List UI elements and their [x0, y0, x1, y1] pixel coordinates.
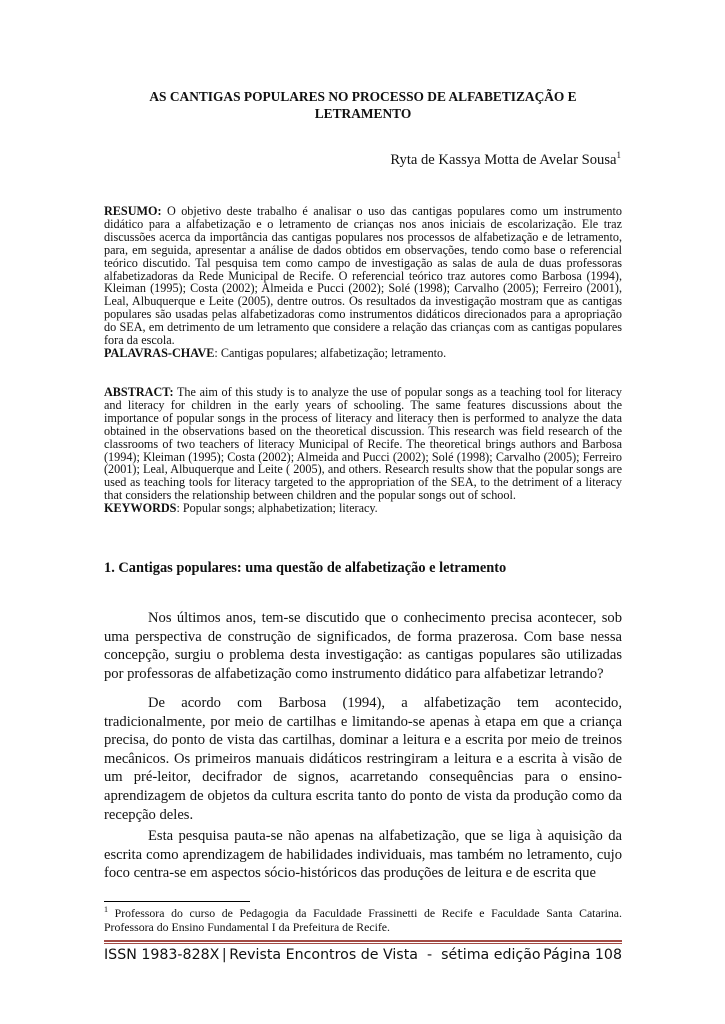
- palavras-chave: [104, 347, 622, 360]
- author-footnote-mark: 1: [616, 150, 621, 161]
- footer-page-number: Página 108: [543, 947, 622, 963]
- section-heading: 1. Cantigas populares: uma questão de alfabetização e letramento: [104, 560, 507, 576]
- abstract-text: The aim of this study is to analyze the use of popular songs as a teaching tool for literacy and literacy for children in the early years of schooling. The same features discussions about the importance of popular songs in the process of literacy and literacy then is performed to analyze the data obtained in the observations based on the theoretical discussion. This research was field research of the classrooms of two teachers of literacy Municipal of Recife. The theoretical brings authors and Barbosa (1994); Kleiman (1995); Costa (2002); Almeida and Pucci (2002); Solé (1998); Carvalho (2005); Ferreiro (2001); Leal, Albuquerque and Leite ( 2005), and others. Research results show that the popular songs are used as teaching tools for literacy targeted to the appropriation of the SEA, to the detriment of a literacy that considers the relationship between children and the popular songs out of school.: [104, 385, 622, 503]
- abstract-block: [104, 386, 622, 515]
- body-paragraph-1: Nos últimos anos, tem-se discutido que o conhecimento precisa acontecer, sob uma perspectiva de construção de significados, de forma prazerosa. Com base nessa concepção, surgiu o problema desta investigação: as cantigas populares são utilizadas por professoras de alfabetização como instrumento didático para alfabetizar letrando?: [104, 610, 622, 682]
- paper-title-line-2: LETRAMENTO: [314, 106, 412, 121]
- keywords-text: : Popular songs; alphabetization; literacy.: [176, 501, 378, 516]
- footnote-divider: [104, 901, 250, 902]
- footer-issn: ISSN 1983-828X: [104, 947, 220, 963]
- keywords-label: KEYWORDS: [104, 501, 177, 516]
- footer-separator: |: [221, 947, 227, 963]
- abstract-label: ABSTRACT:: [104, 385, 174, 399]
- footnote-mark: 1: [104, 905, 108, 915]
- keywords: [104, 502, 622, 515]
- author-line: [390, 152, 621, 169]
- footer-divider: [104, 940, 622, 944]
- paper-title-line-1: AS CANTIGAS POPULARES NO PROCESSO DE ALFABETIZAÇÃO E: [149, 89, 577, 104]
- body-paragraph-2: De acordo com Barbosa (1994), a alfabetização tem acontecido, tradicionalmente, por meio de cartilhas e limitando-se apenas à etapa em que a criança precisa, do ponto de vista das cartilhas, dominar a leitura e a escrita por meio de treinos mecânicos. Os primeiros manuais didáticos restringiram a leitura e a escrita à visão de um pré-leitor, decifrador de signos, acarretando consequências para o ensino-aprendizagem de objetos da cultura escrita tanto do ponto de vista da produção como da recepção deles.: [104, 695, 622, 823]
- paper-title: [104, 88, 622, 122]
- footer-journal: Revista Encontros de Vista - sétima edição: [229, 947, 541, 963]
- resumo-label: RESUMO:: [104, 204, 162, 218]
- body-paragraph-3: Esta pesquisa pauta-se não apenas na alfabetização, que se liga à aquisição da escrita como aprendizagem de habilidades individuais, mas também no letramento, cujo foco centra-se em aspectos sócio-históricos das produções de leitura e de escrita que: [104, 828, 622, 882]
- footnote-text: Professora do curso de Pedagogia da Faculdade Frassinetti de Recife e Faculdade Santa Catarina. Professora do Ensino Fundamental I da Prefeitura de Recife.: [104, 906, 622, 934]
- resumo-block: [104, 205, 622, 360]
- author-name: Ryta de Kassya Motta de Avelar Sousa: [390, 152, 617, 168]
- resumo-text: O objetivo deste trabalho é analisar o uso das cantigas populares como um instrumento didático para a alfabetização e o letramento de crianças nos anos iniciais de escolarização. Ele traz discussões acerca da importância das cantigas populares nos processos de alfabetização e de letramento, para, em seguida, apresentar a análise de dados obtidos em observações, tendo como base o referencial teórico discutido. Tal pesquisa tem como campo de investigação as salas de aula de duas professoras alfabetizadoras da Rede Municipal de Recife. O referencial teórico traz autores como Barbosa (1994), Kleiman (1995); Costa (2002); Almeida e Pucci (2002); Solé (1998); Carvalho (2005); Ferreiro (2001), Leal, Albuquerque e Leite (2005), dentre outros. Os resultados da investigação mostram que as cantigas populares são usadas pelas alfabetizadoras como instrumentos didáticos direcionados para a apropriação do SEA, em detrimento de um letramento que considere a relação das crianças com as cantigas populares fora da escola.: [104, 204, 622, 348]
- footnote: [104, 907, 622, 934]
- palavras-chave-label: PALAVRAS-CHAVE: [104, 345, 215, 360]
- palavras-chave-text: : Cantigas populares; alfabetização; letramento.: [214, 345, 447, 360]
- page-footer: [104, 947, 622, 963]
